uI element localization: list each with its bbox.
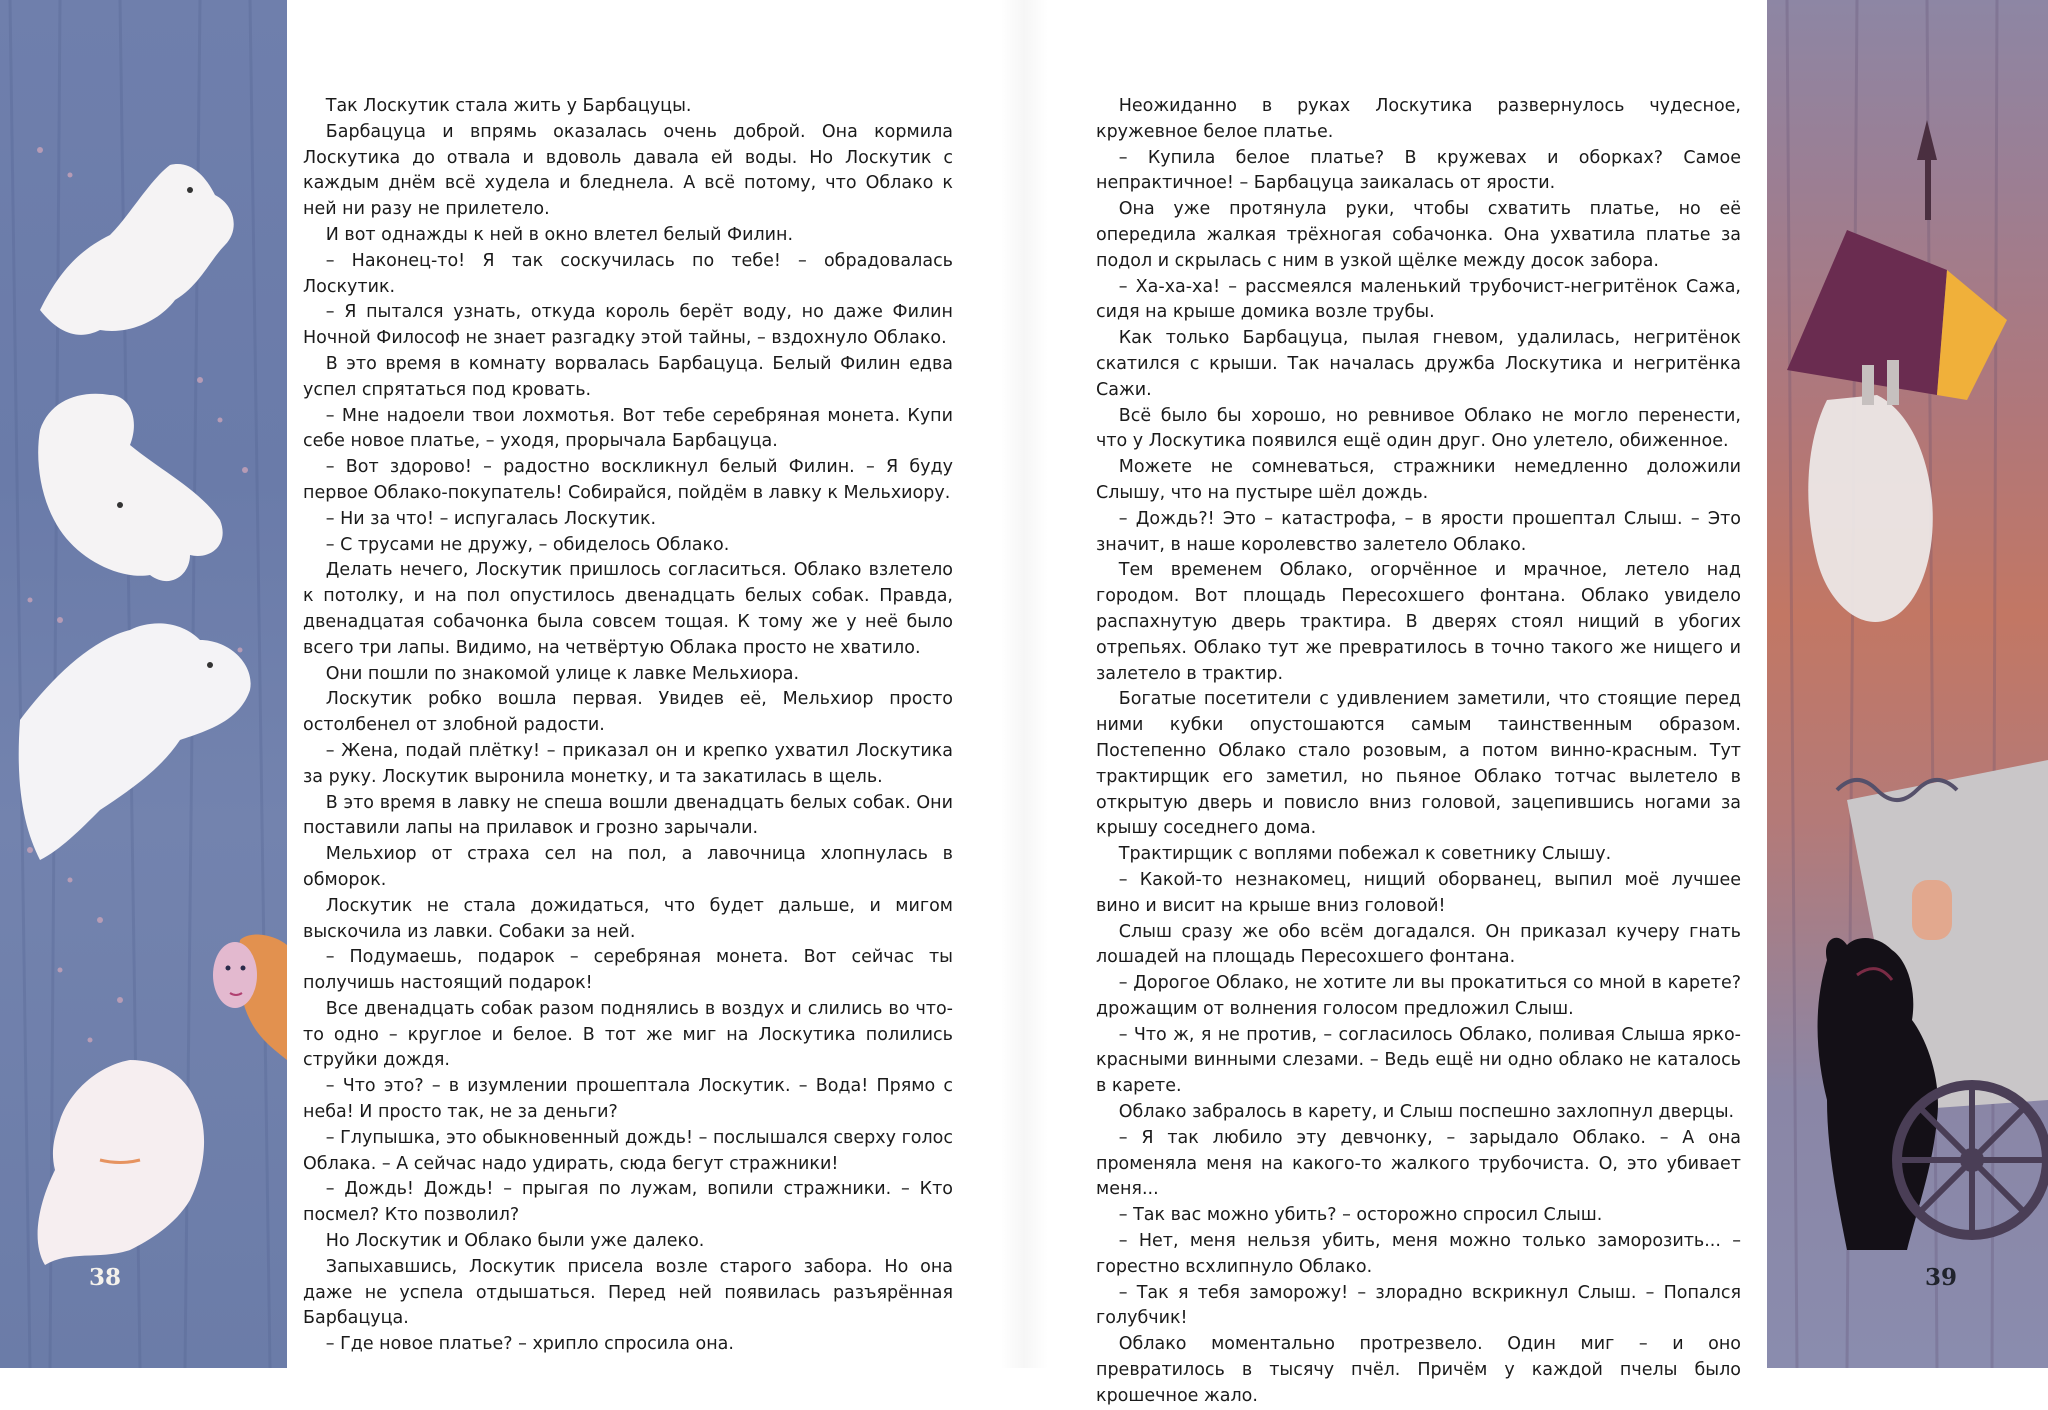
paragraph: В это время в лавку не спеша вошли двенадцать белых собак. Они поставили лапы на прилавок и грозно зарычали. xyxy=(303,792,953,839)
paragraph: – Я так любило эту девчонку, – зарыдало Облако. – А она променяла меня на какого-то жалкого трубочиста. О, это убивает меня... xyxy=(1096,1127,1741,1200)
paragraph: Но Лоскутик и Облако были уже далеко. xyxy=(325,1231,705,1252)
left-illustration xyxy=(0,0,287,1368)
paragraph: Как только Барбацуца, пылая гневом, удалилась, негритёнок скатился с крыши. Так началась дружба Лоскутика и негритёнка Сажи. xyxy=(1096,328,1741,400)
paragraph: – Дождь! Дождь! – прыгая по лужам, вопили стражники. – Кто посмел? Кто позволил? xyxy=(303,1179,953,1226)
paragraph: – Я пытался узнать, откуда король берёт воду, но даже Филин Ночной Философ не знает разгадку этой тайны, – вздохнуло Облако. xyxy=(303,302,953,349)
tower-roof xyxy=(1787,120,2007,400)
paragraph: – Ни за что! – испугалась Лоскутик. xyxy=(325,508,657,529)
paragraph: В это время в комнату ворвалась Барбацуца. Белый Филин едва успел спрятаться под кровать. xyxy=(303,353,953,400)
paragraph: – С трусами не дружу, – обиделось Облако. xyxy=(325,534,730,555)
gutter-shadow xyxy=(1000,0,1048,1368)
page-number-right: 39 xyxy=(1925,1264,1958,1291)
paragraph: Слыш сразу же обо всём догадался. Он приказал кучеру гнать лошадей на площадь Пересохшего фонтана. xyxy=(1096,921,1741,968)
right-illustration xyxy=(1767,0,2048,1368)
paragraph: Они пошли по знакомой улице к лавке Мельхиора. xyxy=(325,663,800,684)
paragraph: И вот однажды к ней в окно влетел белый Филин. xyxy=(325,224,794,245)
paragraph: – Жена, подай плётку! – приказал он и крепко ухватил Лоскутика за руку. Лоскутик выронила монетку, и та закатилась в щель. xyxy=(303,740,953,787)
paragraph: Так Лоскутик стала жить у Барбацуцы. xyxy=(325,96,692,116)
paragraph: – Где новое платье? – хрипло спросила она. xyxy=(325,1334,734,1355)
paragraph: Неожиданно в руках Лоскутика развернулось чудесное, кружевное белое платье. xyxy=(1096,96,1741,142)
right-page-text xyxy=(1096,94,1741,1410)
paragraph: Лоскутик не стала дожидаться, что будет дальше, и мигом выскочила из лавки. Собаки за ней. xyxy=(303,895,953,942)
paragraph: Облако забралось в карету, и Слыш поспешно захлопнул дверцы. xyxy=(1118,1102,1735,1123)
paragraph: – Какой-то незнакомец, нищий оборванец, выпил моё лучшее вино и висит на крыше вниз головой! xyxy=(1096,869,1741,916)
paragraph: – Мне надоели твои лохмотья. Вот тебе серебряная монета. Купи себе новое платье, – уходя, прорычала Барбацуца. xyxy=(303,405,953,452)
right-illustration-band xyxy=(1767,0,2048,1368)
paragraph: Все двенадцать собак разом поднялись в воздух и слились во что-то одно – круглое и белое. В тот же миг на Лоскутика полились струйки дождя. xyxy=(303,998,953,1071)
paragraph: – Глупышка, это обыкновенный дождь! – послышался сверху голос Облака. – А сейчас надо удирать, сюда бегут стражники! xyxy=(303,1127,953,1174)
paragraph: – Вот здорово! – радостно воскликнул белый Филин. – Я буду первое Облако-покупатель! Собирайся, пойдём в лавку к Мельхиору. xyxy=(303,457,953,503)
paragraph: Тем временем Облако, огорчённое и мрачное, летело над городом. Вот площадь Пересохшего фонтана. Облако увидело распахнутую дверь трактира. В дверях стоял нищий в убогих отрепьях. Облако тут же превратилось в точно такого же нищего и залетело в трактир. xyxy=(1096,560,1741,684)
paragraph: – Дорогое Облако, не хотите ли вы прокатиться со мной в карете? дрожащим от волнения голосом предложил Слыш. xyxy=(1096,973,1741,1019)
paragraph: Богатые посетители с удивлением заметили, что стоящие перед ними кубки опустошаются самым таинственным образом. Постепенно Облако стало розовым, а потом винно-красным. Тут трактирщик его заметил, но пьяное Облако тотчас вылетело в открытую дверь и повисло вниз головой, зацепившись ногами за крышу соседнего дома. xyxy=(1096,689,1741,839)
paragraph: – Так вас можно убить? – осторожно спросил Слыш. xyxy=(1118,1205,1603,1226)
white-dog-3 xyxy=(19,623,251,860)
page-number-left: 38 xyxy=(89,1264,122,1291)
paragraph: – Дождь?! Это – катастрофа, – в ярости прошептал Слыш. – Это значит, в наше королевство залетело Облако. xyxy=(1096,508,1741,555)
paragraph: – Так я тебя заморожу! – злорадно вскрикнул Слыш. – Попался голубчик! xyxy=(1096,1282,1741,1329)
white-dog-4 xyxy=(38,1060,204,1265)
paragraph: Трактирщик с воплями побежал к советнику Слышу. xyxy=(1118,844,1612,865)
paragraph: – Ха-ха-ха! – рассмеялся маленький трубочист-негритёнок Сажа, сидя на крыше домика возле трубы. xyxy=(1096,276,1741,323)
paragraph: Всё было бы хорошо, но ревнивое Облако не могло перенести, что у Лоскутика появился ещё один друг. Оно улетело, обиженное. xyxy=(1096,405,1741,452)
paragraph: Запыхавшись, Лоскутик присела возле старого забора. Но она даже не успела отдышаться. Перед ней появилась разъярённая Барбацуца. xyxy=(303,1256,953,1329)
paragraph: Барбацуца и впрямь оказалась очень доброй. Она кормила Лоскутика до отвала и вдоволь давала ей воды. Но Лоскутик с каждым днём всё худела и бледнела. А всё потому, что Облако к ней ни разу не прилетело. xyxy=(303,121,953,220)
carriage-wheel xyxy=(1897,1085,2047,1235)
paragraph: Лоскутик робко вошла первая. Увидев её, Мельхиор просто остолбенел от злобной радости. xyxy=(303,689,953,736)
paragraph: – Купила белое платье? В кружевах и оборках? Самое непрактичное! – Барбацуца заикалась от ярости. xyxy=(1096,147,1741,194)
paragraph: – Что ж, я не против, – согласилось Облако, поливая Слыша ярко-красными винными слезами. – Ведь ещё ни одно облако не каталось в карете. xyxy=(1096,1024,1741,1097)
paragraph: – Нет, меня нельзя убить, меня можно только заморозить... – горестно всхлипнуло Облако. xyxy=(1096,1231,1741,1277)
white-dog-1 xyxy=(40,164,234,335)
paragraph: Делать нечего, Лоскутик пришлось согласиться. Облако взлетело к потолку, и на пол опустилось двенадцать белых собак. Правда, двенадцатая собачонка была совсем тощая. К тому же у неё было всего три лапы. Видимо, на четвёртую Облака просто не хватило. xyxy=(303,560,953,658)
girl-face xyxy=(213,935,287,1060)
paragraph: Можете не сомневаться, стражники немедленно доложили Слышу, что на пустыре шёл дождь. xyxy=(1096,457,1741,503)
left-page-text xyxy=(303,94,953,1358)
paragraph: – Что это? – в изумлении прошептала Лоскутик. – Вода! Прямо с неба! И просто так, не за деньги? xyxy=(303,1076,953,1123)
paragraph: – Подумаешь, подарок – серебряная монета. Вот сейчас ты получишь настоящий подарок! xyxy=(303,947,953,994)
paragraph: Мельхиор от страха сел на пол, а лавочница хлопнулась в обморок. xyxy=(303,844,953,890)
paragraph: – Наконец-то! Я так соскучилась по тебе! – обрадовалась Лоскутик. xyxy=(303,250,953,297)
paragraph: Облако моментально протрезвело. Один миг – и оно превратилось в тысячу пчёл. Причём у каждой пчелы было крошечное жало. xyxy=(1096,1334,1741,1406)
left-illustration-band xyxy=(0,0,287,1368)
hanging-cloud-figure xyxy=(1808,360,1932,622)
paragraph: Она уже протянула руки, чтобы схватить платье, но её опередила жалкая трёхногая собачонка. Она ухватила платье за подол и скрылась с ним в узкой щёлке между досок забора. xyxy=(1096,199,1741,271)
